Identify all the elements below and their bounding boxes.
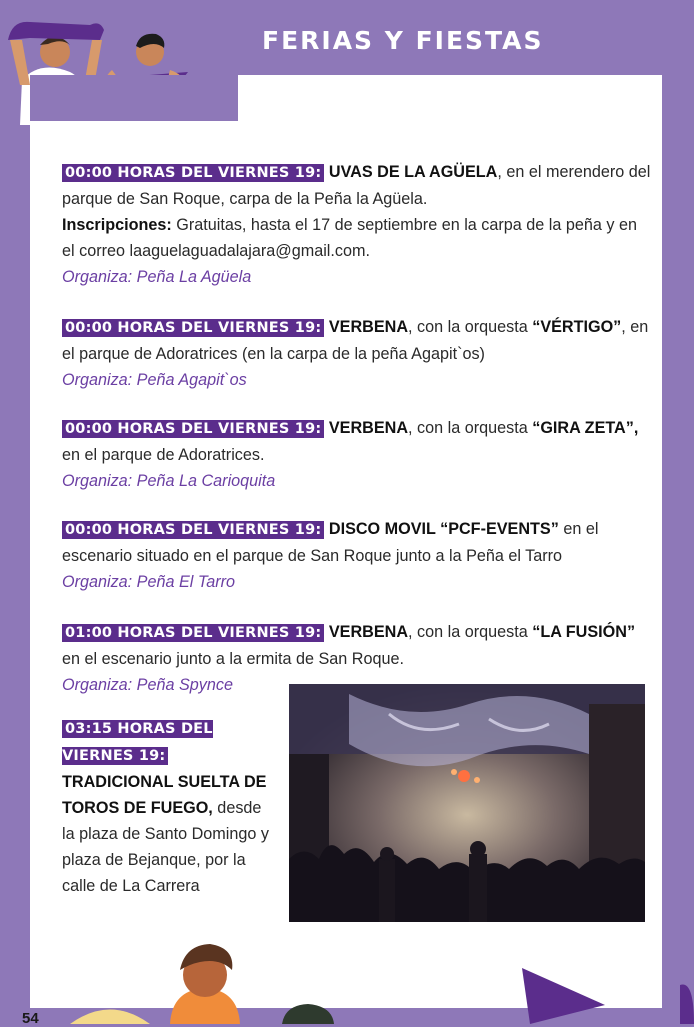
event-time: 03:15 HORAS DEL VIERNES 19:: [62, 721, 213, 764]
event-time: 00:00 HORAS DEL VIERNES 19:: [62, 164, 324, 182]
event-name: VERBENA: [328, 419, 409, 437]
event-description: en el escenario junto a la ermita de San Roque.: [62, 650, 404, 668]
event-time: 00:00 HORAS DEL VIERNES 19:: [62, 420, 324, 438]
event-organizer: Organiza: Peña La Agüela: [62, 268, 252, 286]
section-title: FERIAS Y FIESTAS: [262, 26, 544, 55]
panel-notch: [30, 75, 238, 121]
event-text: , con la orquesta: [408, 318, 533, 336]
event-name: UVAS DE LA AGÜELA: [328, 163, 498, 181]
inscription-label: Inscripciones:: [62, 216, 172, 234]
event-description: desde la plaza de Santo Domingo y plaza de Bejanque, por la calle de La Carrera: [62, 799, 269, 895]
event-text: , con la orquesta: [408, 419, 533, 437]
event-item: [62, 314, 652, 393]
bottom-illustration: [0, 930, 694, 1024]
band-name: “GIRA ZETA”,: [532, 419, 639, 437]
event-text: , con la orquesta: [408, 623, 533, 641]
inscription-text: Gratuitas, hasta el 17 de septiembre en la carpa de la peña y en el correo laaguelaguadalajara@gmail.com.: [62, 216, 637, 260]
event-organizer: Organiza: Peña Agapit`os: [62, 371, 247, 389]
event-organizer: Organiza: Peña La Carioquita: [62, 472, 276, 490]
event-description: , en el merendero del parque de San Roque, carpa de la Peña la Agüela.: [62, 163, 651, 208]
event-item: [62, 415, 652, 494]
event-description: en el escenario situado en el parque de San Roque junto a la Peña el Tarro: [62, 520, 599, 565]
event-organizer: Organiza: Peña El Tarro: [62, 573, 236, 591]
event-item: [62, 159, 652, 290]
page-number: 54: [22, 1010, 39, 1027]
band-name: “LA FUSIÓN”: [532, 623, 636, 641]
event-name: VERBENA: [328, 623, 409, 641]
event-description: , en el parque de Adoratrices (en la carpa de la peña Agapit`os): [62, 318, 649, 363]
event-organizer: Organiza: Peña Spynce: [62, 676, 233, 694]
event-name: VERBENA: [328, 318, 409, 336]
event-time: 00:00 HORAS DEL VIERNES 19:: [62, 319, 324, 337]
event-time: 01:00 HORAS DEL VIERNES 19:: [62, 624, 324, 642]
event-description: en el parque de Adoratrices.: [62, 446, 265, 464]
event-item: [62, 516, 652, 595]
event-item: [62, 715, 277, 899]
event-name: TRADICIONAL SUELTA DE TOROS DE FUEGO,: [62, 773, 267, 817]
event-name: DISCO MOVIL “PCF-EVENTS”: [328, 520, 559, 538]
band-name: “VÉRTIGO”: [532, 318, 622, 336]
festival-photo: [289, 684, 645, 922]
event-time: 00:00 HORAS DEL VIERNES 19:: [62, 521, 324, 539]
